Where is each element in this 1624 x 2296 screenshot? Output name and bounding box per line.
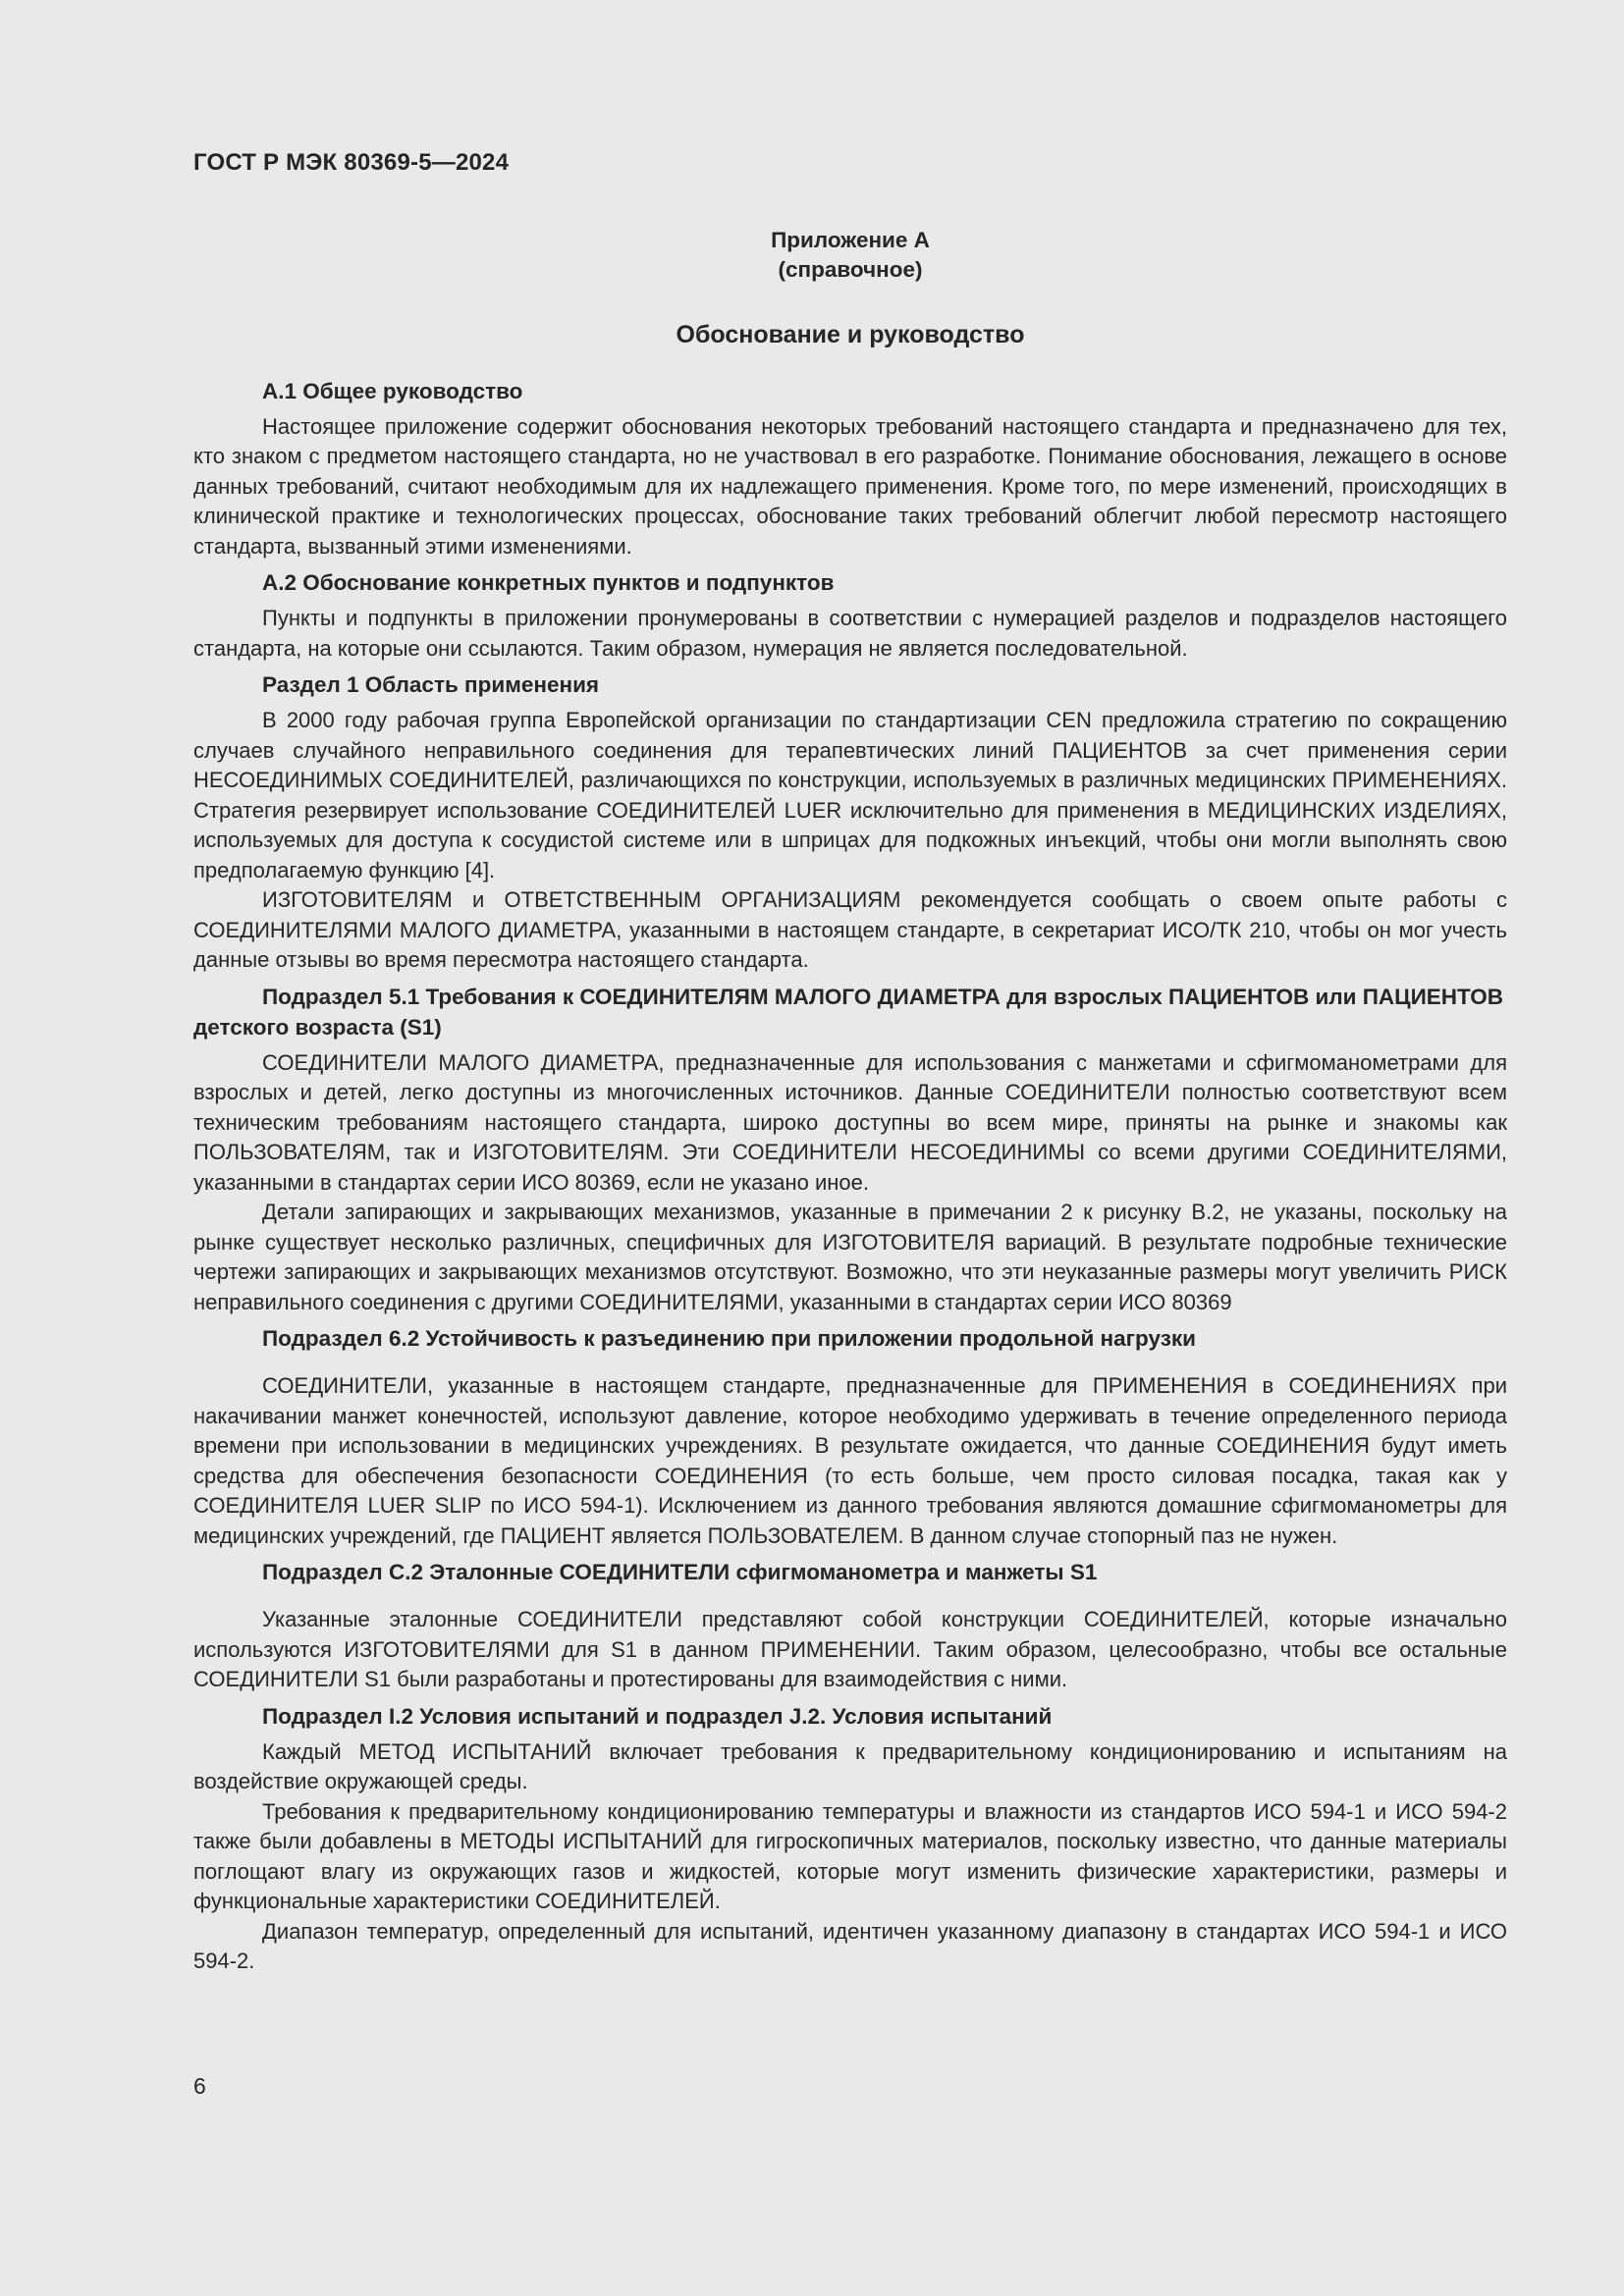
paragraph: Требования к предварительному кондиционированию температуры и влажности из стандартов ИСО 594-1 и ИСО 594-2 также были добавлены в МЕТОДЫ ИСПЫТАНИЙ для гигроскопичных материалов, поскольку известно, что данные материалы поглощают влагу из окружающих газов и жидкостей, которые могут изменить физические характеристики, размеры и функциональные характеристики СОЕДИНИТЕЛЕЙ. <box>193 1798 1507 1913</box>
section-heading-c2: Подраздел С.2 Эталонные СОЕДИНИТЕЛИ сфигмоманометра и манжеты S1 <box>262 1560 1098 1584</box>
paragraph: Пункты и подпункты в приложении пронумерованы в соответствии с нумерацией разделов и подразделов настоящего стандарта, на которые они ссылаются. Таким образом, нумерация не является последовательной. <box>193 606 1507 661</box>
paragraph: Настоящее приложение содержит обоснования некоторых требований настоящего стандарта и предназначено для тех, кто знаком с предметом настоящего стандарта, но не участвовал в его разработке. Понимание обоснования, лежащего в основе данных требований, считают необходимым для их надлежащего применения. Кроме того, по мере изменений, происходящих в клинической практике и технологических процессах, обоснование таких требований облегчит любой пересмотр настоящего стандарта, вызванный этими изменениями. <box>193 413 1507 559</box>
paragraph: Диапазон температур, определенный для испытаний, идентичен указанному диапазону в стандартах ИСО 594-1 и ИСО 594-2. <box>193 1918 1507 1973</box>
paragraph: ИЗГОТОВИТЕЛЯМ и ОТВЕТСТВЕННЫМ ОРГАНИЗАЦИЯМ рекомендуется сообщать о своем опыте работы с СОЕДИНИТЕЛЯМИ МАЛОГО ДИАМЕТРА, указанными в настоящем стандарте, в секретариат ИСО/ТК 210, чтобы он мог учесть данные отзывы во время пересмотра настоящего стандарта. <box>193 887 1507 972</box>
annex-status: (справочное) <box>778 257 923 282</box>
section-heading-i2: Подраздел I.2 Условия испытаний и подраздел J.2. Условия испытаний <box>262 1703 1053 1729</box>
paragraph: Указанные эталонные СОЕДИНИТЕЛИ представляют собой конструкции СОЕДИНИТЕЛЕЙ, которые изначально используются ИЗГОТОВИТЕЛЯМИ для S1 в данном ПРИМЕНЕНИИ. Таким образом, целесообразно, чтобы все остальные СОЕДИНИТЕЛИ S1 были разработаны и протестированы для взаимодействия с ними. <box>193 1607 1507 1691</box>
document-code: ГОСТ Р МЭК 80369-5—2024 <box>193 149 510 176</box>
section-heading-a2: А.2 Обоснование конкретных пунктов и подпунктов <box>262 570 835 595</box>
section-heading-scope: Раздел 1 Область применения <box>262 672 600 697</box>
paragraph: Каждый МЕТОД ИСПЫТАНИЙ включает требования к предварительному кондиционированию и испытаниям на воздействие окружающей среды. <box>193 1738 1507 1793</box>
paragraph: СОЕДИНИТЕЛИ МАЛОГО ДИАМЕТРА, предназначенные для использования с манжетами и сфигмоманометрами для взрослых и детей, легко доступны из многочисленных источников. Данные СОЕДИНИТЕЛИ полностью соответствуют всем техническим требованиям настоящего стандарта, широко доступны во всем мире, приняты на рынке и знакомы как ПОЛЬЗОВАТЕЛЯМ, так и ИЗГОТОВИТЕЛЯМ. Эти СОЕДИНИТЕЛИ НЕСОЕДИНИМЫ со всеми другими СОЕДИНИТЕЛЯМИ, указанными в стандартах серии ИСО 80369, если не указано иное. <box>193 1049 1507 1195</box>
paragraph: Детали запирающих и закрывающих механизмов, указанные в примечании 2 к рисунку В.2, не указаны, поскольку на рынке существует несколько различных, специфичных для ИЗГОТОВИТЕЛЯ вариаций. В результате подробные технические чертежи запирающих и закрывающих механизмов отсутствуют. Возможно, что эти неуказанные размеры могут увеличить РИСК неправильного соединения с другими СОЕДИНИТЕЛЯМИ, указанными в стандартах серии ИСО 80369 <box>193 1200 1507 1314</box>
page-content <box>193 226 1507 1977</box>
section-heading-5-1: Подраздел 5.1 Требования к СОЕДИНИТЕЛЯМ МАЛОГО ДИАМЕТРА для взрослых ПАЦИЕНТОВ или ПАЦИЕНТОВ детского возраста (S1) <box>193 984 1503 1040</box>
paragraph: СОЕДИНИТЕЛИ, указанные в настоящем стандарте, предназначенные для ПРИМЕНЕНИЯ в СОЕДИНЕНИЯХ при накачивании манжет конечностей, используют давление, которое необходимо удерживать в течение определенного периода времени при использовании в медицинских учреждениях. В результате ожидается, что данные СОЕДИНЕНИЯ будут иметь средства для обеспечения безопасности СОЕДИНЕНИЯ (то есть больше, чем просто силовая посадка, такая как у СОЕДИНИТЕЛЯ LUER SLIP по ИСО 594-1). Исключением из данного требования являются домашние сфигмоманометры для медицинских учреждений, где ПАЦИЕНТ является ПОЛЬЗОВАТЕЛЕМ. В данном случае стопорный паз не нужен. <box>193 1373 1507 1548</box>
annex-label: Приложение А <box>771 228 930 252</box>
paragraph: В 2000 году рабочая группа Европейской организации по стандартизации CEN предложила стратегию по сокращению случаев случайного неправильного соединения для терапевтических линий ПАЦИЕНТОВ за счет применения серии НЕСОЕДИНИМЫХ СОЕДИНИТЕЛЕЙ, различающихся по конструкции, используемых в различных медицинских ПРИМЕНЕНИЯХ. Стратегия резервирует использование СОЕДИНИТЕЛЕЙ LUER исключительно для применения в МЕДИЦИНСКИХ ИЗДЕЛИЯХ, используемых для доступа к сосудистой системе или в шприцах для подкожных инъекций, чтобы они могли выполнять свою предполагаемую функцию [4]. <box>193 708 1507 882</box>
section-heading-6-2: Подраздел 6.2 Устойчивость к разъединению при приложении продольной нагрузки <box>262 1326 1196 1351</box>
page-number: 6 <box>193 2073 206 2099</box>
section-heading-a1: А.1 Общее руководство <box>262 378 523 403</box>
annex-title: Обоснование и руководство <box>676 321 1025 348</box>
